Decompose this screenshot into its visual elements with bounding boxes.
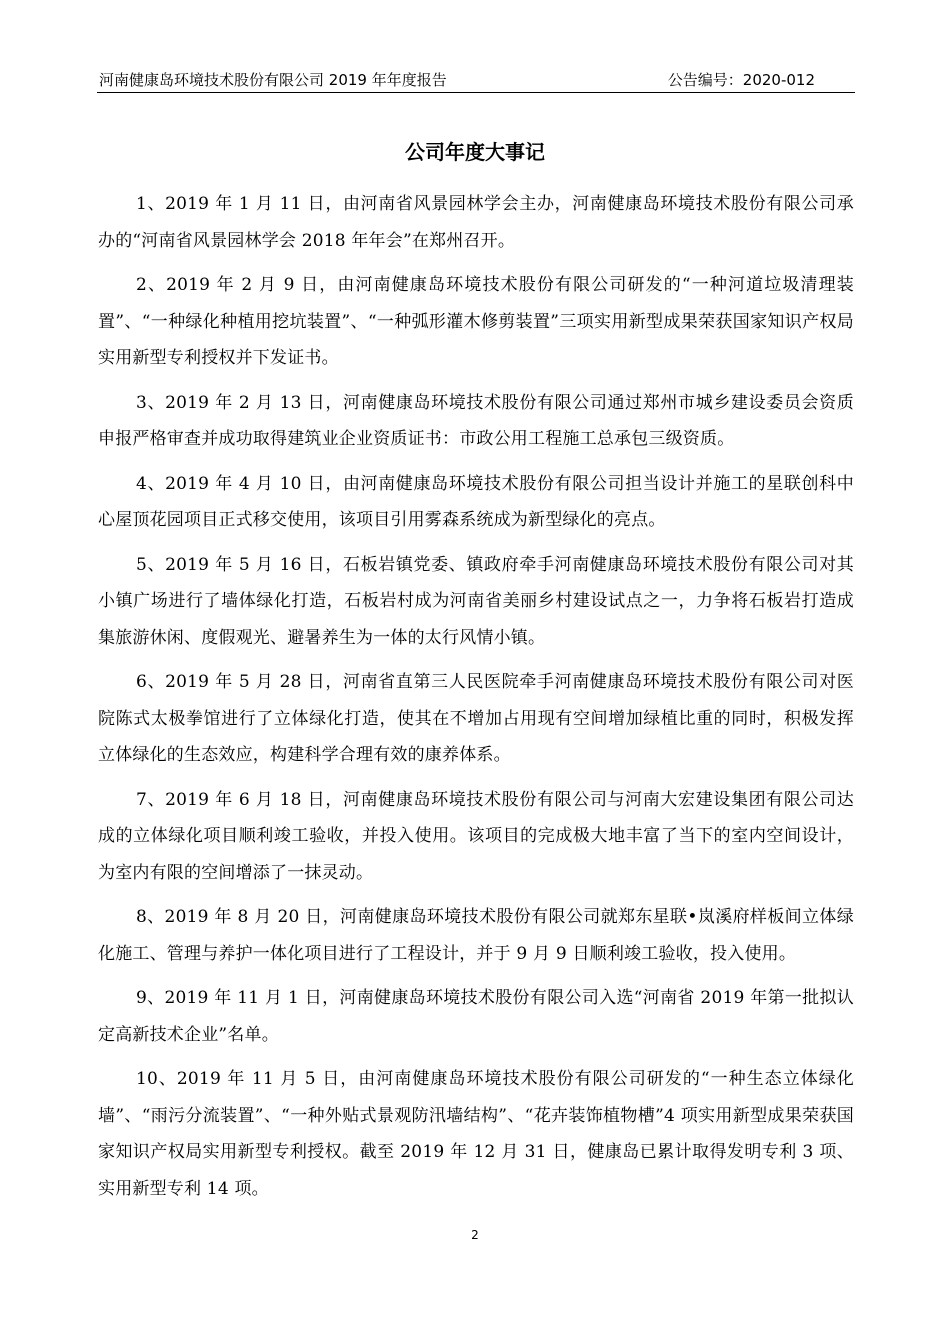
- event-item-5: 5、2019 年 5 月 16 日，石板岩镇党委、镇政府牵手河南健康岛环境技术股份有限公司对其小镇广场进行了墙体绿化打造，石板岩村成为河南省美丽乡村建设试点之一，力争将石板岩打造成集旅游休闲、度假观光、避暑养生为一体的太行风情小镇。: [98, 554, 854, 648]
- event-item-6: 6、2019 年 5 月 28 日，河南省直第三人民医院牵手河南健康岛环境技术股份有限公司对医院陈式太极拳馆进行了立体绿化打造，使其在不增加占用现有空间增加绿植比重的同时，积极发挥立体绿化的生态效应，构建科学合理有效的康养体系。: [98, 672, 854, 765]
- page-number: 2: [471, 1228, 479, 1242]
- event-item-2: 2、2019 年 2 月 9 日，由河南健康岛环境技术股份有限公司研发的“一种河道垃圾清理装置”、“一种绿化种植用挖坑装置”、“一种弧形灌木修剪装置”三项实用新型成果荣获国家知识产权局实用新型专利授权并下发证书。: [98, 275, 854, 368]
- announcement-number: 公告编号：2020-012: [667, 71, 815, 89]
- page-title: 公司年度大事记: [405, 140, 545, 164]
- report-title: 河南健康岛环境技术股份有限公司 2019 年年度报告: [99, 71, 447, 89]
- event-item-4: 4、2019 年 4 月 10 日，由河南健康岛环境技术股份有限公司担当设计并施工的星联创科中心屋顶花园项目正式移交使用，该项目引用雾森系统成为新型绿化的亮点。: [98, 473, 854, 530]
- event-item-9: 9、2019 年 11 月 1 日，河南健康岛环境技术股份有限公司入选“河南省 2019 年第一批拟认定高新技术企业”名单。: [98, 988, 854, 1045]
- event-item-8: 8、2019 年 8 月 20 日，河南健康岛环境技术股份有限公司就郑东星联•岚溪府样板间立体绿化施工、管理与养护一体化项目进行了工程设计，并于 9 月 9 日顺利竣工验收，投入使用。: [98, 907, 854, 964]
- event-item-1: 1、2019 年 1 月 11 日，由河南省风景园林学会主办，河南健康岛环境技术股份有限公司承办的“河南省风景园林学会 2018 年年会”在郑州召开。: [98, 194, 854, 251]
- event-item-7: 7、2019 年 6 月 18 日，河南健康岛环境技术股份有限公司与河南大宏建设集团有限公司达成的立体绿化项目顺利竣工验收，并投入使用。该项目的完成极大地丰富了当下的室内空间设计，为室内有限的空间增添了一抹灵动。: [98, 789, 854, 883]
- events-list: [98, 186, 854, 1215]
- event-item-3: 3、2019 年 2 月 13 日，河南健康岛环境技术股份有限公司通过郑州市城乡建设委员会资质申报严格审查并成功取得建筑业企业资质证书：市政公用工程施工总承包三级资质。: [98, 392, 854, 449]
- event-item-10: 10、2019 年 11 月 5 日，由河南健康岛环境技术股份有限公司研发的“一种生态立体绿化墙”、“雨污分流装置”、“一种外贴式景观防汛墙结构”、“花卉装饰植物槽”4 项实用新型成果荣获国家知识产权局实用新型专利授权。截至 2019 年 12 月 31 日，健康岛已累计取得发明专利 3 项、实用新型专利 14 项。: [98, 1069, 854, 1199]
- page-header: [97, 70, 855, 93]
